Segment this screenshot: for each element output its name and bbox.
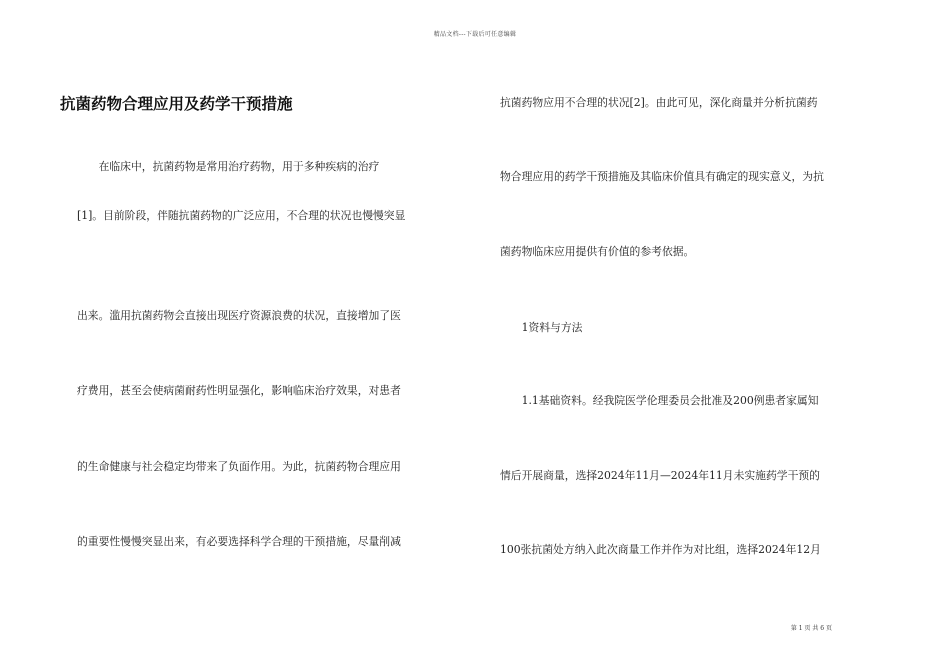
paragraph-line: 物合理应用的药学干预措施及其临床价值具有确定的现实意义，为抗 bbox=[500, 170, 824, 183]
paragraph-line: 在临床中，抗菌药物是常用治疗药物，用于多种疾病的治疗 bbox=[77, 160, 380, 173]
paragraph-line: 疗费用，甚至会使病菌耐药性明显强化，影响临床治疗效果，对患者 bbox=[77, 384, 401, 397]
paragraph-line: 100张抗菌处方纳入此次商量工作并作为对比组，选择2024年12月 bbox=[500, 543, 821, 556]
document-title: 抗菌药物合理应用及药学干预措施 bbox=[60, 94, 293, 113]
paragraph-line: 出来。滥用抗菌药物会直接出现医疗资源浪费的状况，直接增加了医 bbox=[77, 309, 401, 322]
section-heading: 1资料与方法 bbox=[500, 321, 583, 334]
paragraph-line: 菌药物临床应用提供有价值的参考依据。 bbox=[500, 245, 695, 258]
paragraph-line: 1.1基础资料。经我院医学伦理委员会批准及200例患者家属知 bbox=[500, 394, 819, 407]
page-number: 第 1 页 共 6 页 bbox=[790, 625, 832, 632]
paragraph-line: 的重要性慢慢突显出来，有必要选择科学合理的干预措施，尽量削减 bbox=[77, 535, 401, 548]
paragraph-line: [1]。目前阶段，伴随抗菌药物的广泛应用，不合理的状况也慢慢突显 bbox=[77, 209, 406, 222]
paragraph-line: 抗菌药物应用不合理的状况[2]。由此可见，深化商量并分析抗菌药 bbox=[500, 96, 818, 109]
paragraph-line: 的生命健康与社会稳定均带来了负面作用。为此，抗菌药物合理应用 bbox=[77, 460, 401, 473]
page-header: 精品文档---下载后可任意编辑 bbox=[433, 31, 517, 38]
paragraph-line: 情后开展商量，选择2024年11月—2024年11月未实施药学干预的 bbox=[500, 469, 820, 482]
